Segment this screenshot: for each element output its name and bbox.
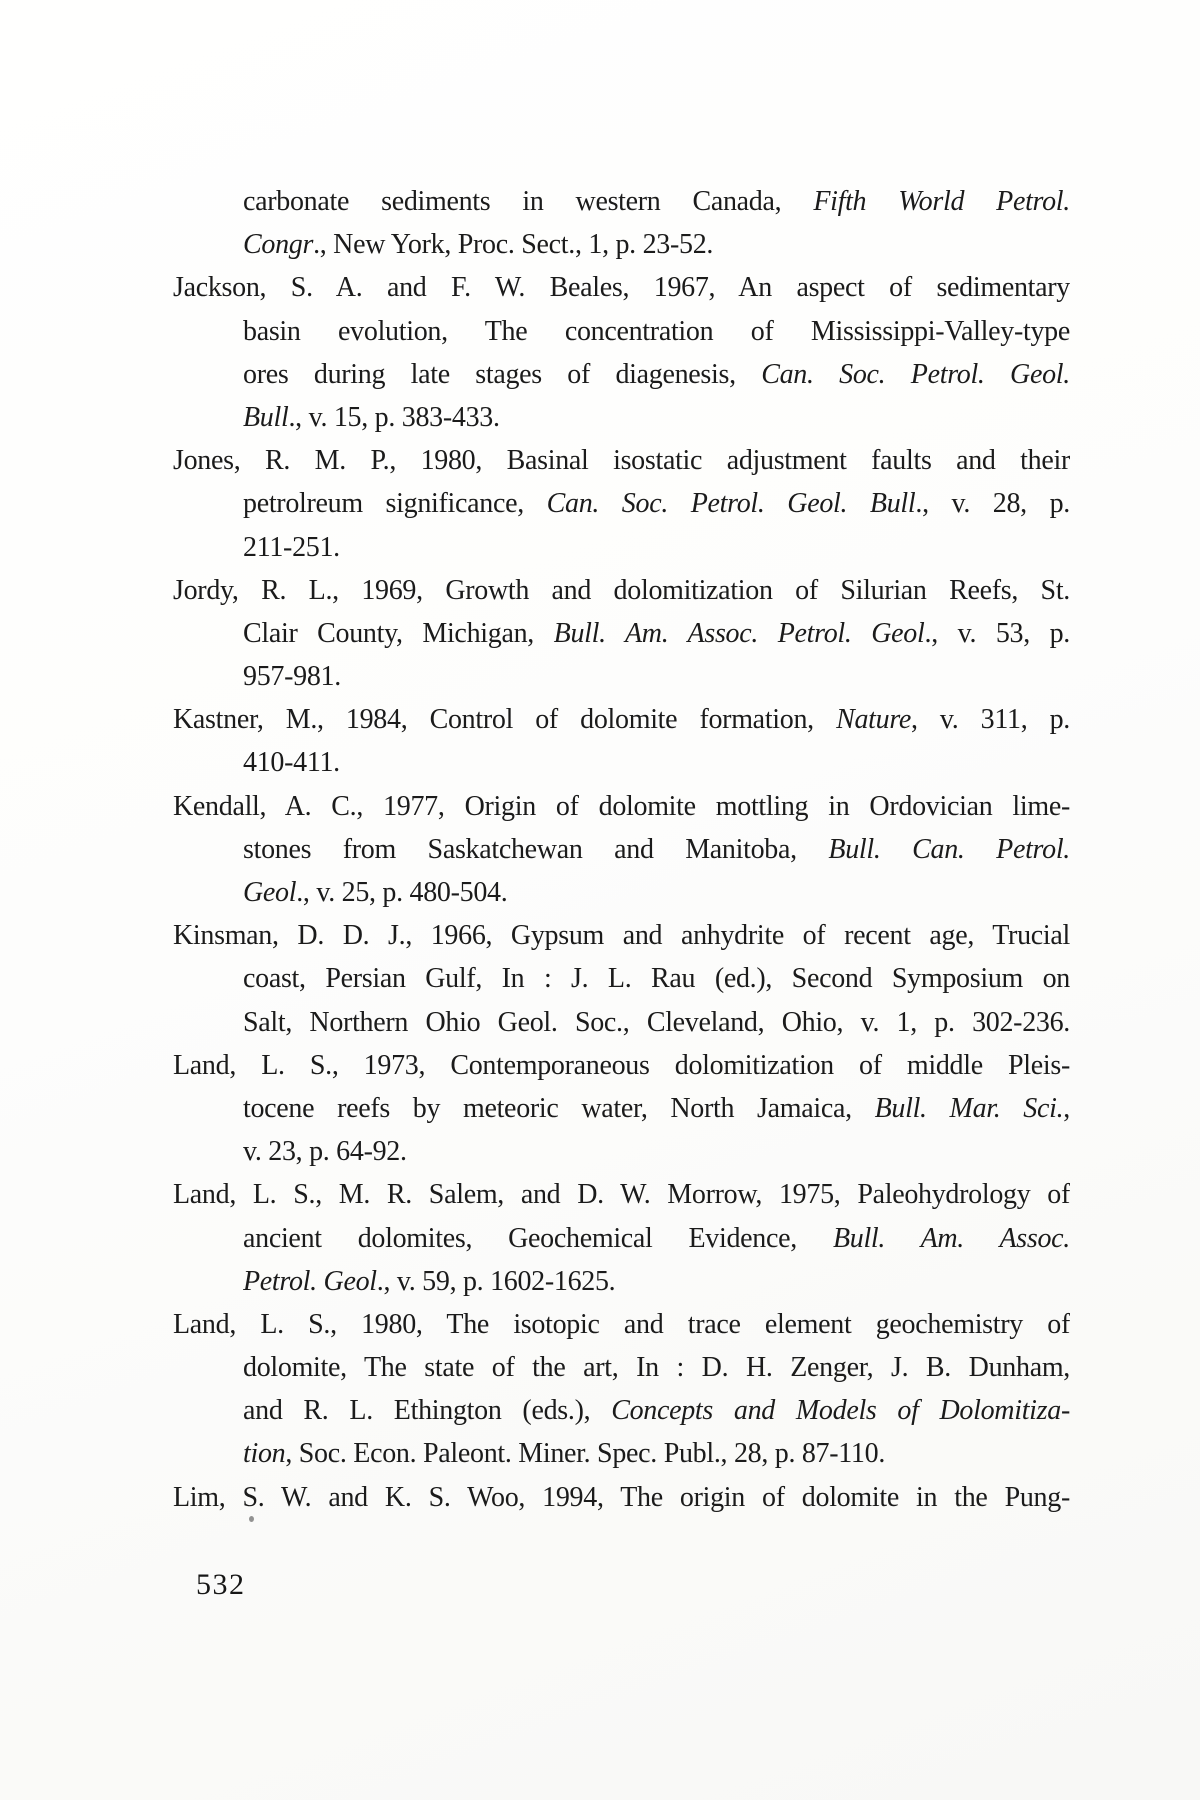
reference-entry bbox=[173, 1173, 1070, 1303]
reference-text: 410-411. bbox=[243, 747, 340, 779]
reference-line bbox=[243, 1217, 1070, 1260]
reference-text: petrolreum significance, bbox=[243, 488, 547, 520]
reference-entry bbox=[173, 180, 1070, 266]
reference-line bbox=[173, 569, 1070, 612]
reference-text: Kendall, A. C., 1977, Origin of dolomite mottling in Ordovician lime- bbox=[173, 790, 1070, 822]
reference-line bbox=[243, 612, 1070, 655]
reference-line bbox=[243, 871, 1070, 914]
reference-text: Lim, S. W. and K. S. Woo, 1994, The origin of dolomite in the Pung- bbox=[173, 1481, 1070, 1513]
journal-title-text: Concepts and Models of Dolomitiza- bbox=[611, 1395, 1070, 1427]
reference-text: ancient dolomites, Geochemical Evidence, bbox=[243, 1222, 833, 1254]
reference-line bbox=[243, 1432, 1070, 1475]
reference-text: , bbox=[1063, 1092, 1070, 1124]
reference-line bbox=[173, 1303, 1070, 1346]
reference-text: Land, L. S., M. R. Salem, and D. W. Morrow, 1975, Paleohydrology of bbox=[173, 1179, 1070, 1211]
reference-entry bbox=[173, 266, 1070, 439]
reference-text: ores during late stages of diagenesis, bbox=[243, 358, 762, 390]
reference-line bbox=[243, 180, 1070, 223]
reference-text: Jackson, S. A. and F. W. Beales, 1967, An aspect of sedimentary bbox=[173, 272, 1070, 304]
reference-entry bbox=[173, 439, 1070, 569]
reference-line bbox=[173, 785, 1070, 828]
journal-title-text: Can. Soc. Petrol. Geol. Bull bbox=[546, 488, 916, 520]
reference-line bbox=[173, 266, 1070, 309]
reference-text: tocene reefs by meteoric water, North Jamaica, bbox=[243, 1092, 875, 1124]
references-list bbox=[173, 180, 1070, 1519]
reference-line bbox=[173, 1044, 1070, 1087]
reference-line bbox=[173, 1476, 1070, 1519]
reference-line bbox=[173, 1173, 1070, 1216]
journal-title-text: Fifth World Petrol. bbox=[813, 186, 1070, 217]
reference-text: and R. L. Ethington (eds.), bbox=[243, 1395, 612, 1427]
reference-line bbox=[243, 655, 1070, 698]
journal-title-text: Congr bbox=[243, 229, 314, 261]
journal-title-text: Bull. Am. Assoc. bbox=[832, 1222, 1070, 1254]
reference-entry bbox=[173, 698, 1070, 784]
journal-title-text: Bull bbox=[243, 401, 289, 433]
reference-text: carbonate sediments in western Canada, bbox=[243, 186, 814, 217]
journal-title-text: Geol bbox=[243, 877, 297, 908]
journal-title-text: tion bbox=[243, 1438, 286, 1470]
reference-line bbox=[243, 1260, 1070, 1303]
reference-text: basin evolution, The concentration of Mississippi-Valley-type bbox=[243, 315, 1070, 347]
reference-line bbox=[173, 698, 1070, 741]
reference-line bbox=[243, 526, 1070, 569]
reference-text: 211-251. bbox=[243, 531, 340, 563]
page-number: 532 bbox=[196, 1568, 246, 1601]
reference-text: ., v. 59, p. 1602-1625. bbox=[376, 1265, 616, 1297]
reference-line bbox=[243, 1087, 1070, 1130]
reference-line bbox=[243, 1389, 1070, 1432]
reference-text: ., v. 15, p. 383-433. bbox=[288, 401, 500, 433]
reference-line bbox=[243, 310, 1070, 353]
reference-line bbox=[243, 353, 1070, 396]
reference-entry bbox=[173, 1044, 1070, 1174]
reference-entry bbox=[173, 914, 1070, 1044]
reference-line bbox=[243, 741, 1070, 784]
reference-text: Kinsman, D. D. J., 1966, Gypsum and anhydrite of recent age, Trucial bbox=[173, 920, 1070, 952]
reference-text: Jones, R. M. P., 1980, Basinal isostatic adjustment faults and their bbox=[173, 445, 1070, 477]
reference-text: ., New York, Proc. Sect., 1, p. 23-52. bbox=[313, 229, 714, 261]
reference-text: ., v. 28, p. bbox=[915, 488, 1070, 520]
reference-line bbox=[243, 482, 1070, 525]
reference-text: Land, L. S., 1980, The isotopic and trace element geochemistry of bbox=[173, 1308, 1070, 1340]
reference-text: Clair County, Michigan, bbox=[243, 617, 554, 649]
reference-line bbox=[243, 1346, 1070, 1389]
journal-title-text: Bull. Can. Petrol. bbox=[828, 833, 1070, 865]
reference-line bbox=[243, 957, 1070, 1000]
reference-entry bbox=[173, 785, 1070, 915]
reference-text: Kastner, M., 1984, Control of dolomite formation, bbox=[173, 704, 837, 736]
reference-entry bbox=[173, 569, 1070, 699]
reference-entry bbox=[173, 1303, 1070, 1476]
reference-text: Jordy, R. L., 1969, Growth and dolomitization of Silurian Reefs, St. bbox=[173, 574, 1070, 606]
reference-entry bbox=[173, 1476, 1070, 1519]
reference-text: coast, Persian Gulf, In : J. L. Rau (ed.), Second Symposium on bbox=[243, 963, 1070, 995]
reference-text: , Soc. Econ. Paleont. Miner. Spec. Publ., 28, p. 87-110. bbox=[285, 1438, 886, 1470]
reference-text: , v. 311, p. bbox=[911, 704, 1070, 736]
reference-text: dolomite, The state of the art, In : D. H. Zenger, J. B. Dunham, bbox=[243, 1352, 1070, 1384]
journal-title-text: Bull. Mar. Sci. bbox=[874, 1092, 1064, 1124]
reference-text: ., v. 53, p. bbox=[924, 617, 1070, 649]
reference-text: Land, L. S., 1973, Contemporaneous dolomitization of middle Pleis- bbox=[173, 1049, 1070, 1081]
reference-line bbox=[173, 914, 1070, 957]
reference-line bbox=[243, 828, 1070, 871]
journal-title-text: Nature bbox=[836, 704, 912, 736]
reference-text: v. 23, p. 64-92. bbox=[243, 1136, 407, 1168]
reference-line bbox=[243, 1001, 1070, 1044]
reference-text: ., v. 25, p. 480-504. bbox=[296, 877, 508, 908]
journal-title-text: Can. Soc. Petrol. Geol. bbox=[761, 358, 1070, 390]
reference-line bbox=[243, 223, 1070, 266]
ink-speck bbox=[249, 1516, 254, 1522]
reference-line bbox=[173, 439, 1070, 482]
journal-title-text: Petrol. Geol bbox=[243, 1265, 377, 1297]
reference-text: Salt, Northern Ohio Geol. Soc., Cleveland, Ohio, v. 1, p. 302-236. bbox=[243, 1006, 1070, 1038]
journal-title-text: Bull. Am. Assoc. Petrol. Geol bbox=[553, 617, 925, 649]
reference-line bbox=[243, 396, 1070, 439]
reference-text: 957-981. bbox=[243, 661, 341, 693]
reference-line bbox=[243, 1130, 1070, 1173]
reference-text: stones from Saskatchewan and Manitoba, bbox=[243, 833, 829, 865]
